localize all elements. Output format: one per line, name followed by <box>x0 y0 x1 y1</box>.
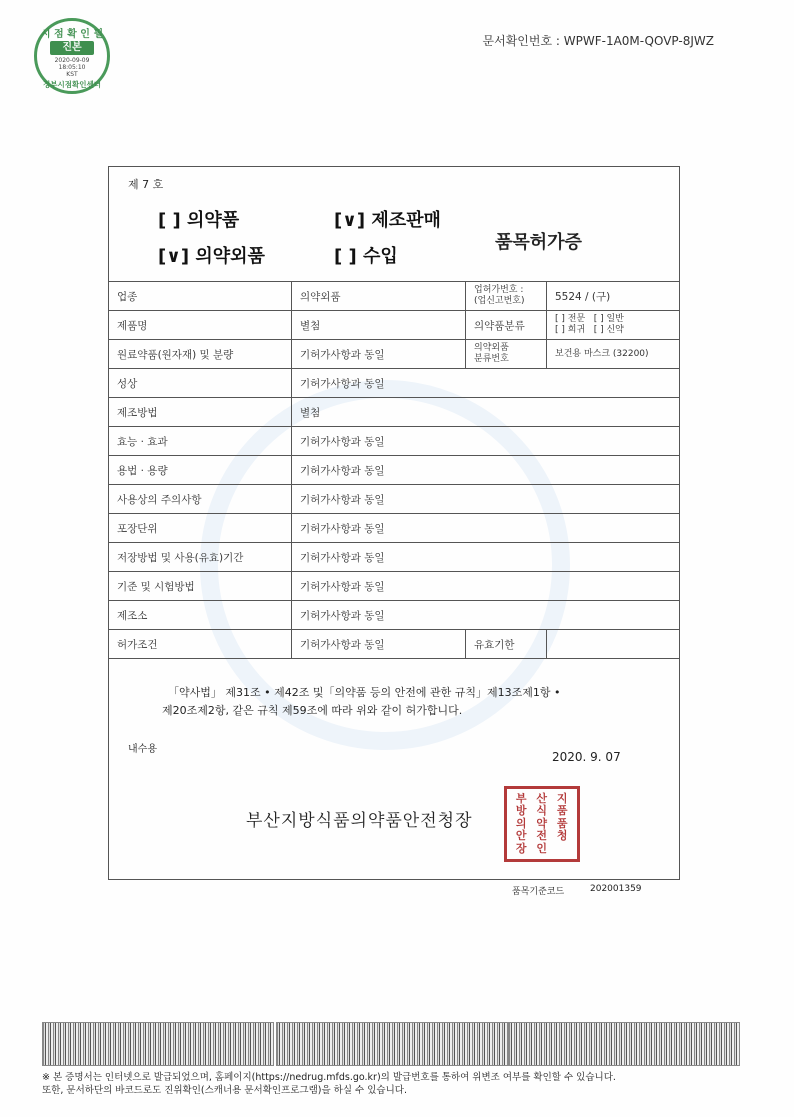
table-row <box>109 514 680 543</box>
seal-glyph: 품 <box>556 816 568 830</box>
row-label: 원료약품(원자재) 및 분량 <box>109 340 292 369</box>
product-code-label: 품목기준코드 <box>512 887 565 897</box>
row-value: 기허가사항과 동일 <box>292 427 680 456</box>
row-label: 사용상의 주의사항 <box>109 485 292 514</box>
permit-table <box>108 281 680 659</box>
option-new: [ ] 신약 <box>593 325 624 335</box>
verification-stamp <box>34 18 110 94</box>
table-row <box>109 427 680 456</box>
row-mid-label: 업허가번호 : (업신고번호) <box>466 282 547 311</box>
footer-notice-2: 또한, 문서하단의 바코드로도 진위확인(스캐너용 문서확인프로그램)을 하실 수 있습니다. <box>42 1085 407 1096</box>
drug-class-options <box>547 311 680 340</box>
seal-glyph: 의 <box>515 816 527 830</box>
table-row <box>109 340 680 369</box>
legal-basis <box>162 684 561 720</box>
row-mid-value <box>547 630 680 659</box>
row-value: 기허가사항과 동일 <box>292 630 466 659</box>
stamp-bottom-text: 정부시점확인센터 <box>43 80 101 89</box>
row-value: 기허가사항과 동일 <box>292 369 680 398</box>
seal-glyph: 전 <box>536 829 547 843</box>
row-value: 기허가사항과 동일 <box>292 572 680 601</box>
table-row <box>109 601 680 630</box>
row-value: 별첨 <box>292 311 466 340</box>
stamp-date: 2020-09-09 <box>54 57 90 64</box>
barcode-3 <box>508 1022 740 1066</box>
seal-glyph: 인 <box>536 841 547 855</box>
stamp-tz: KST <box>66 71 78 78</box>
check-manufacture-sale: [∨] 제조판매 <box>334 210 441 231</box>
row-mid-label: 의약품분류 <box>466 311 547 340</box>
table-row <box>109 485 680 514</box>
row-value: 기허가사항과 동일 <box>292 456 680 485</box>
seal-glyph: 품 <box>556 804 568 818</box>
row-label: 제조소 <box>109 601 292 630</box>
seal-glyph: 청 <box>556 829 568 843</box>
seal-glyph: 방 <box>515 804 527 818</box>
check-pharmaceutical: [ ] 의약품 <box>158 210 240 231</box>
row-mid-label: 유효기한 <box>466 630 547 659</box>
table-row <box>109 572 680 601</box>
legal-line-2: 제20조제2항, 같은 규칙 제59조에 따라 위와 같이 허가합니다. <box>162 704 463 717</box>
document-number: 문서확인번호 : WPWF-1A0M-QOVP-8JWZ <box>482 34 714 48</box>
table-row <box>109 630 680 659</box>
seal-glyph: 지 <box>556 792 568 805</box>
seal-glyph: 장 <box>515 841 527 855</box>
seal-glyph: 산 <box>536 792 547 805</box>
legal-line-1: 「약사법」 제31조 • 제42조 및「의약품 등의 안전에 관한 규칙」제13조제1항 • <box>168 686 561 699</box>
issuer-name: 부산지방식품의약품안전청장 <box>246 811 473 831</box>
document-title: 품목허가증 <box>495 232 582 253</box>
seal-glyph: 안 <box>515 829 527 843</box>
stamp-top-text: 시 점 확 인 필 <box>40 29 104 40</box>
row-mid-value: 보건용 마스크 (32200) <box>547 340 680 369</box>
row-label: 허가조건 <box>109 630 292 659</box>
table-row <box>109 543 680 572</box>
row-mid-value: 5524 / (구) <box>547 282 680 311</box>
row-label: 포장단위 <box>109 514 292 543</box>
barcode-1 <box>42 1022 274 1066</box>
row-label: 제조방법 <box>109 398 292 427</box>
row-label: 저장방법 및 사용(유효)기간 <box>109 543 292 572</box>
row-label: 용법 · 용량 <box>109 456 292 485</box>
row-label: 성상 <box>109 369 292 398</box>
row-value: 기허가사항과 동일 <box>292 340 466 369</box>
option-rare: [ ] 희귀 <box>555 325 586 335</box>
table-row <box>109 398 680 427</box>
barcode-2 <box>276 1022 508 1066</box>
row-mid-label: 의약외품 분류번호 <box>466 340 547 369</box>
row-label: 기준 및 시험방법 <box>109 572 292 601</box>
check-quasi-drug: [∨] 의약외품 <box>158 246 265 267</box>
stamp-time: 18:05:10 <box>58 64 86 71</box>
form-number: 제 7 호 <box>128 178 164 191</box>
check-import: [ ] 수입 <box>334 246 398 267</box>
seal-glyph: 부 <box>515 792 527 805</box>
official-seal <box>504 786 580 862</box>
product-code-value: 202001359 <box>590 884 642 894</box>
stamp-badge: 진본 <box>50 41 94 55</box>
table-row <box>109 311 680 340</box>
option-general: [ ] 일반 <box>593 314 624 324</box>
table-row <box>109 369 680 398</box>
row-label: 제품명 <box>109 311 292 340</box>
row-label: 업종 <box>109 282 292 311</box>
issue-date: 2020. 9. 07 <box>552 750 621 764</box>
footer-notice-1: ※ 본 증명서는 인터넷으로 발급되었으며, 홈페이지(https://nedrug.mfds.go.kr)의 발급번호를 통하여 위변조 여부를 확인할 수 있습니다. <box>42 1072 616 1083</box>
row-label: 효능 · 효과 <box>109 427 292 456</box>
seal-glyph: 식 <box>536 804 547 818</box>
row-value: 기허가사항과 동일 <box>292 601 680 630</box>
row-value: 기허가사항과 동일 <box>292 514 680 543</box>
seal-glyph: 약 <box>536 816 547 830</box>
row-value: 의약외품 <box>292 282 466 311</box>
option-prescription: [ ] 전문 <box>555 314 586 324</box>
internal-use-note: 내수용 <box>128 744 157 755</box>
row-value: 기허가사항과 동일 <box>292 485 680 514</box>
table-row <box>109 456 680 485</box>
table-row <box>109 282 680 311</box>
row-value: 별첨 <box>292 398 680 427</box>
row-value: 기허가사항과 동일 <box>292 543 680 572</box>
